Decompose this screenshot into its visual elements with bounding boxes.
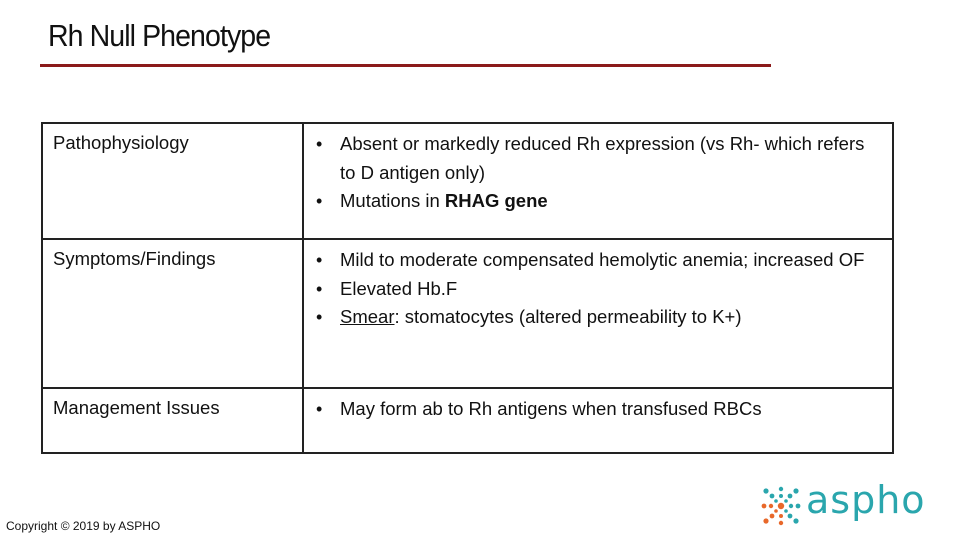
logo-dot xyxy=(770,494,775,499)
logo-dot xyxy=(793,488,798,493)
table-row-management-issues xyxy=(42,388,893,453)
dot-cluster-icon xyxy=(760,485,802,527)
bullet-text: RHAG gene xyxy=(444,190,548,211)
logo-dot xyxy=(774,509,778,513)
logo-dot xyxy=(796,504,801,509)
row-content-symptoms-findings xyxy=(303,239,893,388)
bullet-item xyxy=(316,275,884,304)
info-table xyxy=(41,122,894,454)
bullet-dot-icon: • xyxy=(316,307,323,327)
bullet-dot-icon: • xyxy=(316,134,323,154)
bullet-item xyxy=(316,303,884,332)
logo-dot xyxy=(784,509,788,513)
bullet-item xyxy=(316,187,884,216)
logo-dot xyxy=(788,514,793,519)
bullet-item xyxy=(316,130,884,187)
bullet-text: Smear xyxy=(340,306,395,327)
bullet-text: Absent or markedly reduced Rh expression (vs Rh- which refers to D antigen only) xyxy=(340,133,865,183)
logo-dot xyxy=(762,504,767,509)
logo-dot xyxy=(779,521,783,525)
bullet-list xyxy=(316,246,884,332)
copyright-notice: Copyright © 2019 by ASPHO xyxy=(6,519,161,533)
logo-wordmark: aspho xyxy=(806,478,926,522)
row-content-management-issues xyxy=(303,388,893,453)
bullet-list xyxy=(316,395,884,424)
bullet-text: : stomatocytes (altered permeability to K+) xyxy=(394,306,742,327)
logo-dot xyxy=(779,514,783,518)
bullet-dot-icon: • xyxy=(316,250,323,270)
bullet-list xyxy=(316,130,884,216)
table-row-symptoms-findings xyxy=(42,239,893,388)
bullet-text: Mutations in xyxy=(340,190,445,211)
logo-dot xyxy=(788,494,793,499)
logo-dot xyxy=(779,494,783,498)
aspho-logo xyxy=(760,478,940,528)
slide-title: Rh Null Phenotype xyxy=(48,18,271,53)
row-content-pathophysiology xyxy=(303,123,893,239)
logo-dot xyxy=(763,488,768,493)
logo-dot xyxy=(769,504,773,508)
logo-dot xyxy=(763,518,768,523)
logo-dot xyxy=(784,499,788,503)
bullet-item xyxy=(316,395,884,424)
bullet-text: Mild to moderate compensated hemolytic anemia; increased OF xyxy=(340,249,865,270)
logo-dot xyxy=(770,514,775,519)
row-label-pathophysiology: Pathophysiology xyxy=(42,123,303,239)
bullet-dot-icon: • xyxy=(316,399,323,419)
table-row-pathophysiology xyxy=(42,123,893,239)
row-label-symptoms-findings: Symptoms/Findings xyxy=(42,239,303,388)
bullet-item xyxy=(316,246,884,275)
title-underline xyxy=(40,64,771,67)
logo-dot xyxy=(778,503,784,509)
logo-dot xyxy=(793,518,798,523)
bullet-dot-icon: • xyxy=(316,278,323,299)
logo-dot xyxy=(779,487,783,491)
row-label-management-issues: Management Issues xyxy=(42,388,303,453)
bullet-text: Elevated Hb.F xyxy=(340,277,458,299)
logo-dot xyxy=(774,499,778,503)
bullet-text: May form ab to Rh antigens when transfused RBCs xyxy=(340,398,762,419)
logo-dot xyxy=(789,504,793,508)
bullet-dot-icon: • xyxy=(316,191,323,211)
